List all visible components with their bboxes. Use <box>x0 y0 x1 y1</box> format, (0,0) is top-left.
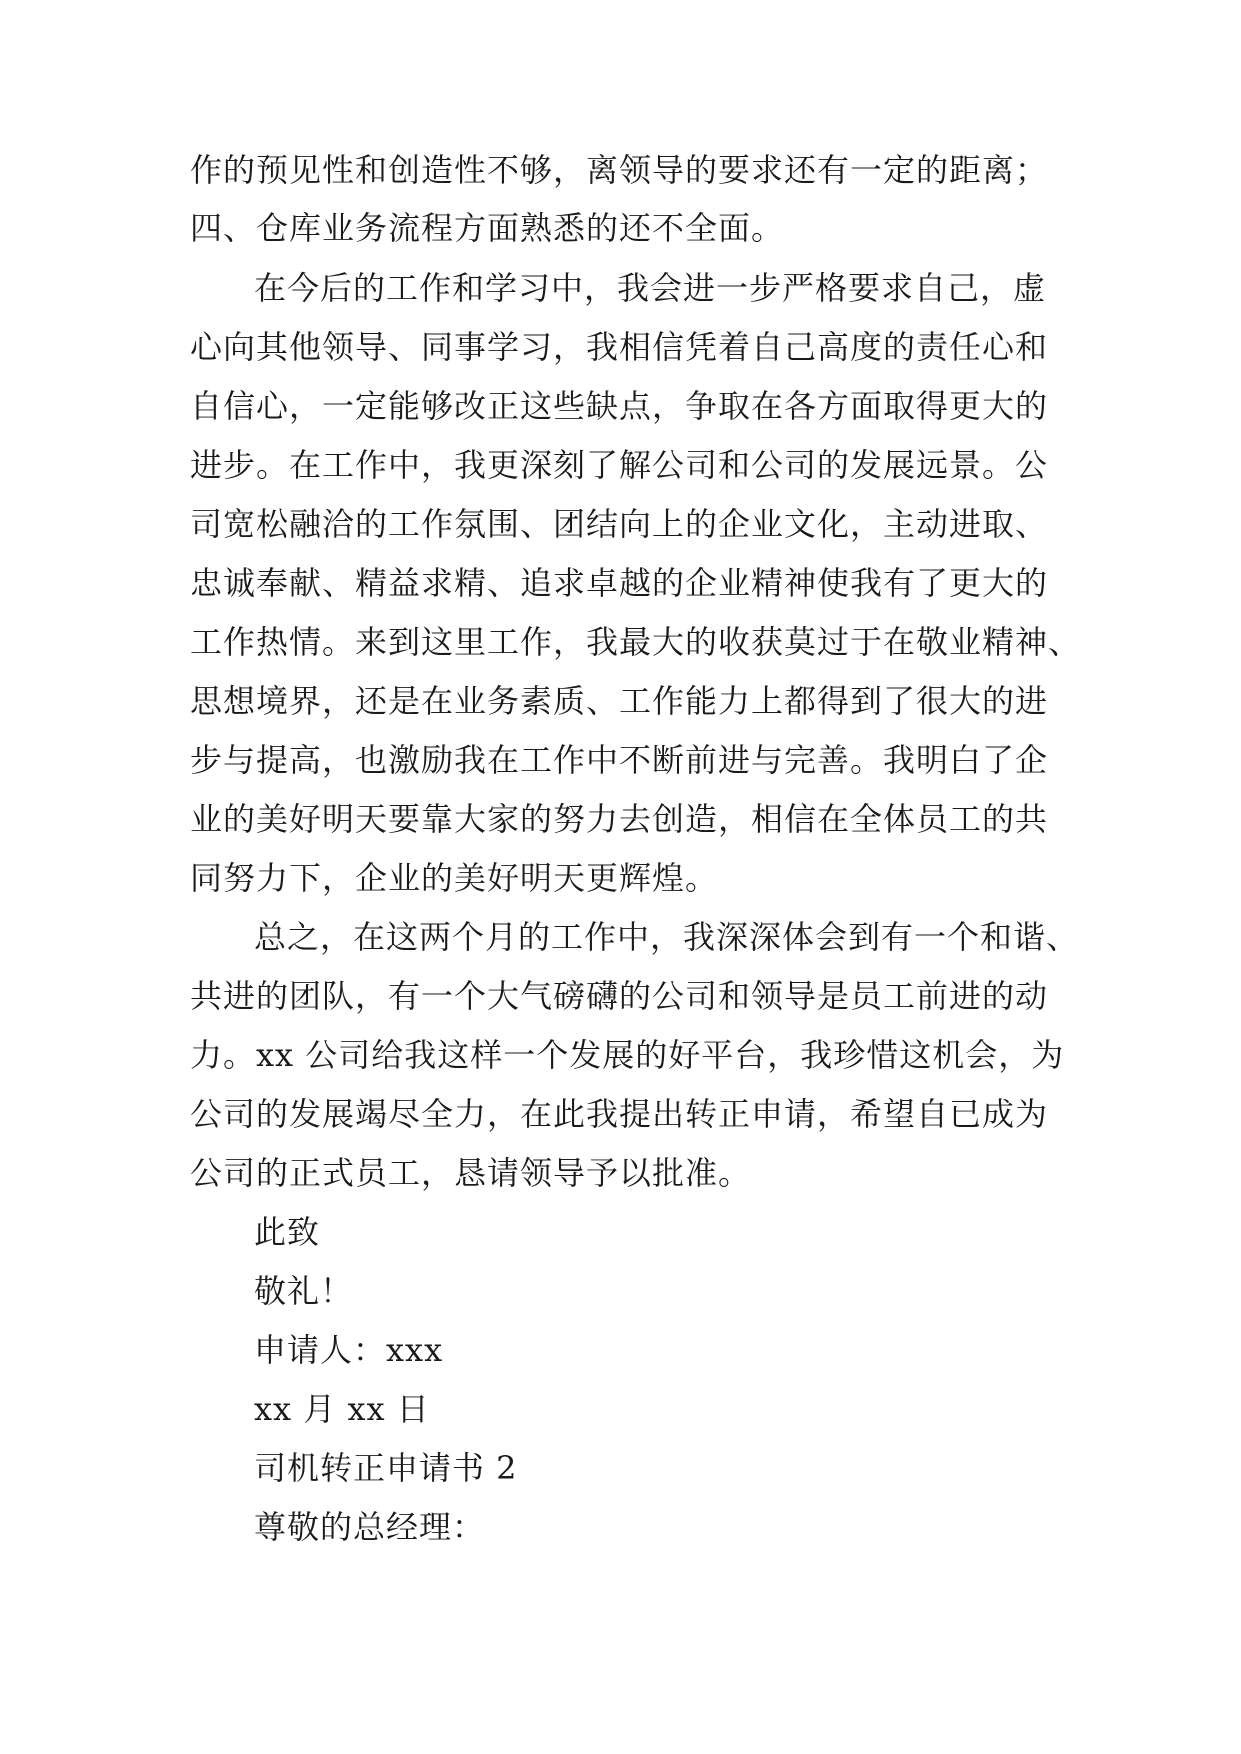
text-line: 公司的发展竭尽全力，在此我提出转正申请，希望自已成为 <box>190 1095 1049 1133</box>
text-line: 步与提高，也激励我在工作中不断前进与完善。我明白了企 <box>190 741 1049 779</box>
text-line: 进步。在工作中，我更深刻了解公司和公司的发展远景。公 <box>190 446 1049 484</box>
text-line: 共进的团队，有一个大气磅礴的公司和领导是员工前进的动 <box>190 977 1049 1015</box>
text-line: 工作热情。来到这里工作，我最大的收获莫过于在敬业精神、 <box>190 623 1082 661</box>
paragraph-start: 在今后的工作和学习中，我会进一步严格要求自己，虚 <box>254 269 1047 307</box>
text-line: 公司的正式员工，恳请领导予以批准。 <box>190 1154 752 1192</box>
closing-regards: 敬礼！ <box>254 1272 354 1310</box>
text-line: 力。xx 公司给我这样一个发展的好平台，我珍惜这机会，为 <box>190 1036 1065 1074</box>
text-line: 业的美好明天要靠大家的努力去创造，相信在全体员工的共 <box>190 800 1049 838</box>
text-line: 四、仓库业务流程方面熟悉的还不全面。 <box>190 209 785 247</box>
section-title: 司机转正申请书 2 <box>254 1449 518 1487</box>
greeting: 尊敬的总经理： <box>254 1508 486 1546</box>
paragraph-start: 总之，在这两个月的工作中，我深深体会到有一个和谐、 <box>254 918 1080 956</box>
text-line: 司宽松融洽的工作氛围、团结向上的企业文化，主动进取、 <box>190 505 1049 543</box>
text-line: 心向其他领导、同事学习，我相信凭着自己高度的责任心和 <box>190 328 1049 366</box>
text-line: 思想境界，还是在业务素质、工作能力上都得到了很大的进 <box>190 682 1049 720</box>
text-line: 同努力下，企业的美好明天更辉煌。 <box>190 859 719 897</box>
text-line: 忠诚奉献、精益求精、追求卓越的企业精神使我有了更大的 <box>190 564 1049 602</box>
closing-salutation: 此致 <box>254 1213 321 1251</box>
applicant-signature: 申请人：xxx <box>254 1331 444 1369</box>
text-line: 作的预见性和创造性不够，离领导的要求还有一定的距离； <box>190 151 1049 189</box>
text-line: 自信心，一定能够改正这些缺点，争取在各方面取得更大的 <box>190 387 1049 425</box>
date-line: xx 月 xx 日 <box>254 1390 430 1428</box>
